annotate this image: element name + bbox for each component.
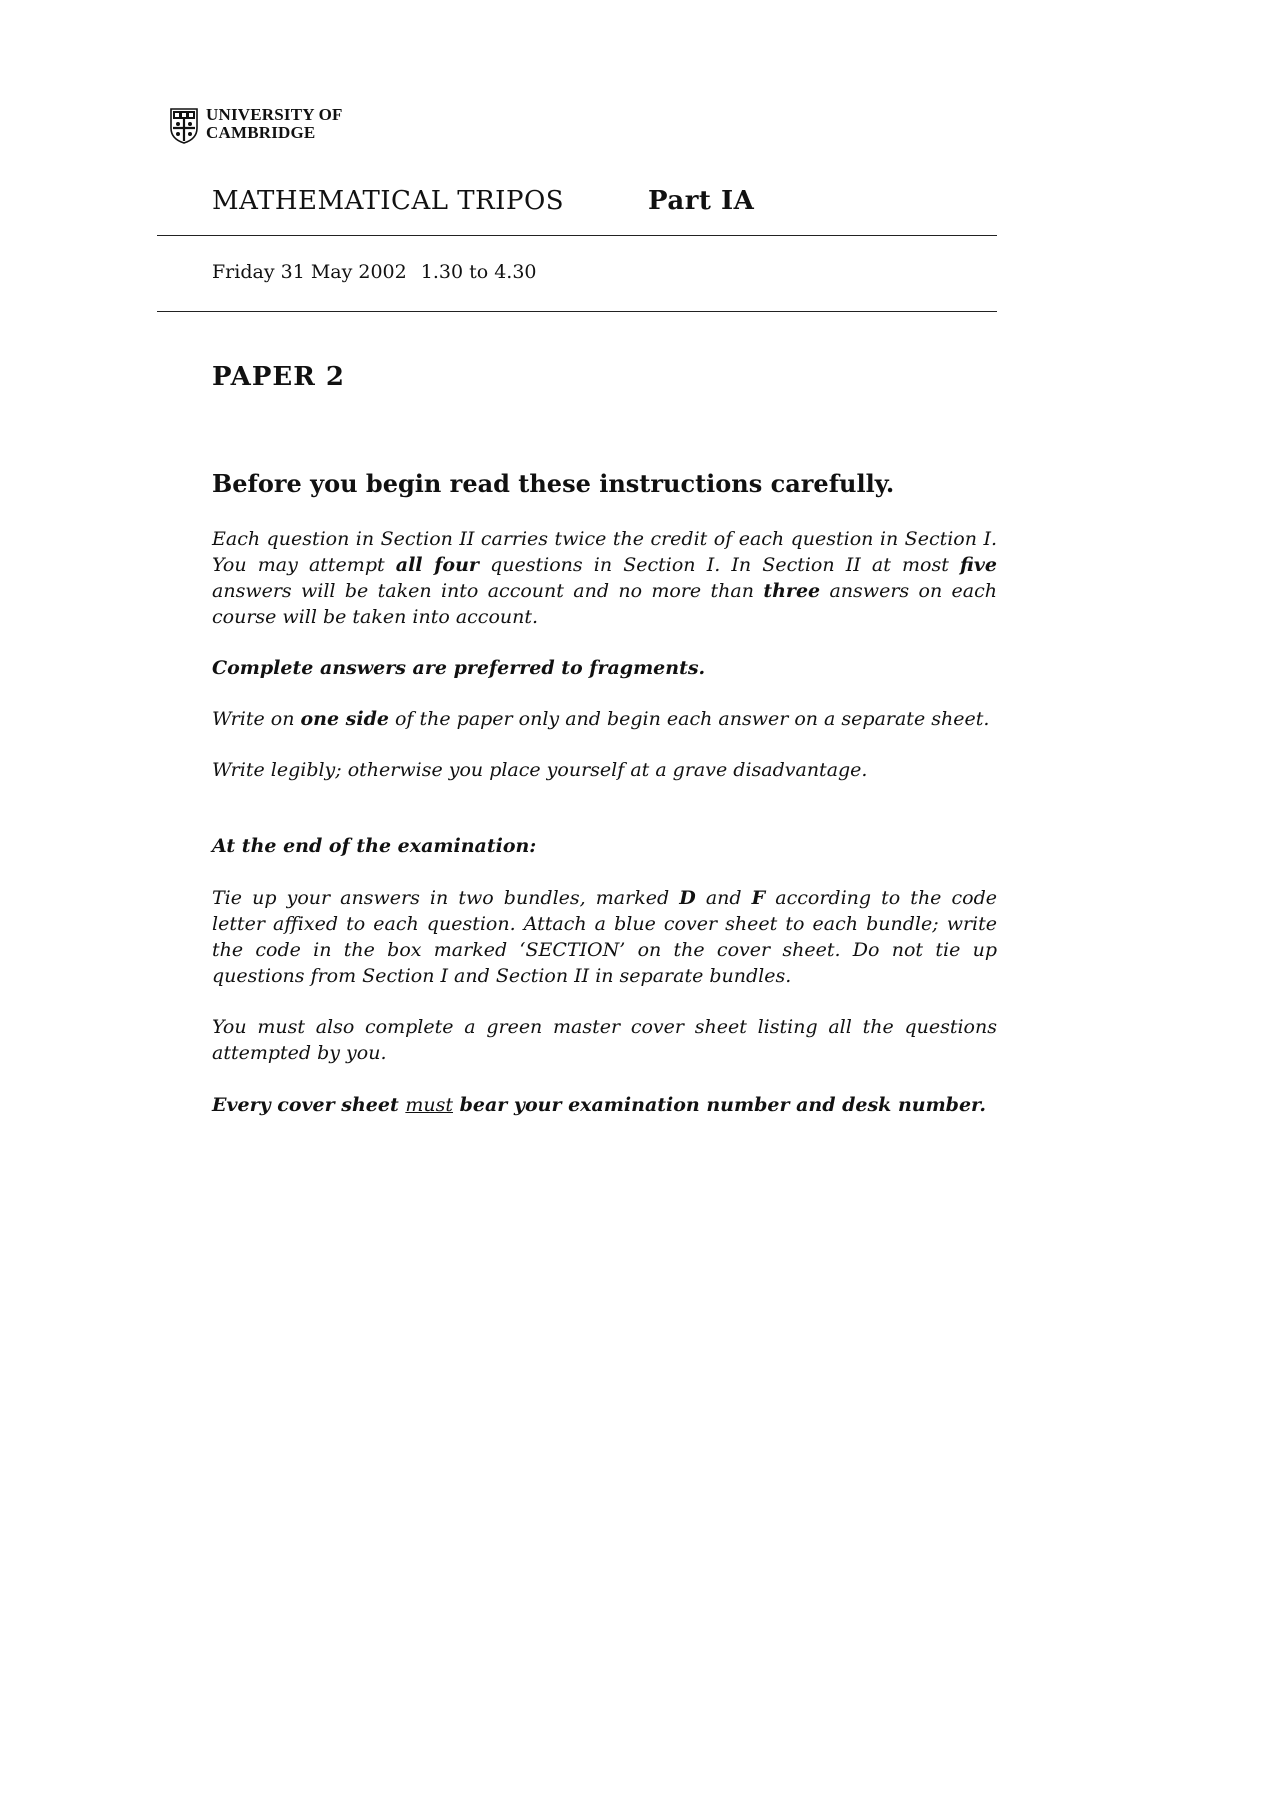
p7-text-a: Every cover sheet xyxy=(212,1094,406,1116)
p5-text-a: Tie up your answers in two bundles, marked xyxy=(212,887,680,909)
p1-text-g: answers on each course will be taken into account. xyxy=(212,580,998,628)
university-name-line2: CAMBRIDGE xyxy=(206,123,316,142)
p1-emph-five: five xyxy=(960,554,997,576)
instruction-cover-sheet-number xyxy=(212,1092,997,1118)
p3-text-a: Write on xyxy=(212,708,301,730)
exam-date-line xyxy=(212,261,537,283)
p1-emph-all-four: all four xyxy=(395,554,479,576)
p7-underlined-must: must xyxy=(405,1094,453,1116)
p3-text-c: of the paper only and begin each answer on a separate sheet. xyxy=(388,708,990,730)
university-crest-icon xyxy=(170,108,198,144)
exam-date: Friday 31 May 2002 xyxy=(212,261,407,283)
p7-text-c: bear your examination number and desk number. xyxy=(453,1094,986,1116)
instruction-legibly: Write legibly; otherwise you place yourself at a grave disadvantage. xyxy=(212,759,868,781)
p5-code-f: F xyxy=(751,887,766,909)
paper-number: PAPER 2 xyxy=(212,362,345,392)
instruction-bundles-paragraph xyxy=(212,885,997,989)
p1-text-c: questions in Section I. In Section II at most xyxy=(478,554,961,576)
instructions-heading: Before you begin read these instructions carefully. xyxy=(212,469,895,498)
exam-title: MATHEMATICAL TRIPOS xyxy=(212,186,565,216)
university-name xyxy=(206,106,343,142)
p1-text-e: answers will be taken into account and no more than xyxy=(212,580,764,602)
university-logo xyxy=(170,106,343,144)
instruction-one-side xyxy=(212,706,997,732)
end-of-exam-heading: At the end of the examination: xyxy=(212,835,537,857)
exam-part: Part IA xyxy=(648,186,755,216)
top-divider xyxy=(157,235,997,236)
instruction-credit-paragraph xyxy=(212,526,997,630)
instruction-master-cover-sheet: You must also complete a green master cover sheet listing all the questions attempted by you. xyxy=(212,1016,997,1064)
instruction-complete-answers: Complete answers are preferred to fragments. xyxy=(212,657,706,679)
p5-text-e: according to the code letter affixed to each question. Attach a blue cover sheet to each bundle; write the code in the box marked ‘SECTION’ on the cover sheet. Do not tie up questions from Section I and Section II in separate bundles. xyxy=(212,887,998,987)
university-name-line1: UNIVERSITY OF xyxy=(206,105,343,124)
p3-emph-one-side: one side xyxy=(300,708,389,730)
p5-text-c: and xyxy=(695,887,752,909)
p1-emph-three: three xyxy=(763,580,821,602)
p5-code-d: D xyxy=(679,887,696,909)
p1-text-a: Each question in Section II carries twice the credit of each question in Section I. You may attempt xyxy=(212,528,997,576)
bottom-divider xyxy=(157,311,997,312)
exam-time: 1.30 to 4.30 xyxy=(420,261,537,283)
